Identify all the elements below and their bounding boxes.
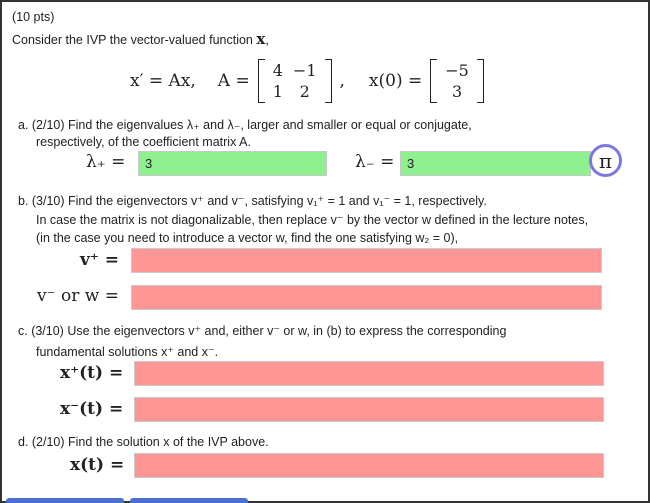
part-b-text-line3: (in the case you need to introduce a vector w, find the one satisfying w₂ = 0), <box>36 231 459 245</box>
part-a-text-line1: a. (2/10) Find the eigenvalues λ₊ and λ₋, larger and smaller or equal or conjugate, <box>18 118 472 132</box>
matrix-a-label: A = <box>217 71 250 91</box>
x-solution-input[interactable] <box>134 453 604 478</box>
right-bracket <box>477 59 484 103</box>
part-c-text-line1: c. (3/10) Use the eigenvectors v⁺ and, either v⁻ or w, in (b) to express the corresponding <box>18 324 507 338</box>
matrix-entry: 4 <box>272 61 283 80</box>
x-minus-label: x⁻(t) = <box>60 399 124 419</box>
part-b-text-line1: b. (3/10) Find the eigenvectors v⁺ and v⁻, satisfying v₁⁺ = 1 and v₁⁻ = 1, respectively. <box>18 194 487 208</box>
initial-condition-label: x(0) = <box>368 71 423 91</box>
x-minus-input[interactable] <box>134 397 604 422</box>
right-bracket <box>325 59 332 103</box>
vector-entry: 3 <box>451 82 463 101</box>
lambda-minus-input[interactable]: 3 <box>400 151 591 176</box>
lambda-plus-label: λ₊ = <box>86 152 126 172</box>
bottom-tab[interactable] <box>6 498 124 503</box>
part-a-text-line2: respectively, of the coefficient matrix A. <box>36 135 251 149</box>
v-plus-label: v⁺ = <box>80 250 120 270</box>
x-symbol: x <box>256 30 266 48</box>
matrix-entry: 2 <box>299 82 310 101</box>
insert-pi-button[interactable] <box>589 144 622 177</box>
v-plus-input[interactable] <box>131 248 602 273</box>
x-solution-label: x(t) = <box>70 455 125 475</box>
matrix-a-entries <box>265 59 325 103</box>
pi-icon: π <box>598 148 613 173</box>
v-minus-or-w-input[interactable] <box>131 285 602 310</box>
vector-entry: −5 <box>445 61 469 80</box>
matrix-a <box>258 59 332 103</box>
x-plus-input[interactable] <box>134 361 604 386</box>
matrix-entry: −1 <box>292 61 317 80</box>
part-c-text-line2: fundamental solutions x⁺ and x⁻. <box>36 345 219 359</box>
part-b-text-line2: In case the matrix is not diagonalizable, then replace v⁻ by the vector w defined in the lecture notes, <box>36 213 589 227</box>
left-bracket <box>430 59 437 103</box>
separator-comma: , <box>339 71 345 91</box>
ode-equation: x′ = Ax, <box>130 71 196 91</box>
lambda-minus-label: λ₋ = <box>355 152 395 172</box>
intro-sentence: Consider the IVP the vector-valued function <box>12 33 257 47</box>
matrix-entry: 1 <box>272 82 283 101</box>
x-plus-label: x⁺(t) = <box>60 363 124 383</box>
initial-vector-entries <box>437 59 477 103</box>
intro-text <box>12 30 269 48</box>
left-bracket <box>258 59 265 103</box>
initial-vector <box>430 59 484 103</box>
intro-comma: , <box>265 33 269 47</box>
bottom-tab[interactable] <box>130 498 248 503</box>
v-minus-or-w-label: v⁻ or w = <box>37 286 119 306</box>
ivp-system <box>130 58 484 104</box>
part-d-text: d. (2/10) Find the solution x of the IVP above. <box>18 435 269 449</box>
points-label: (10 pts) <box>12 10 55 24</box>
lambda-plus-input[interactable]: 3 <box>138 151 327 176</box>
